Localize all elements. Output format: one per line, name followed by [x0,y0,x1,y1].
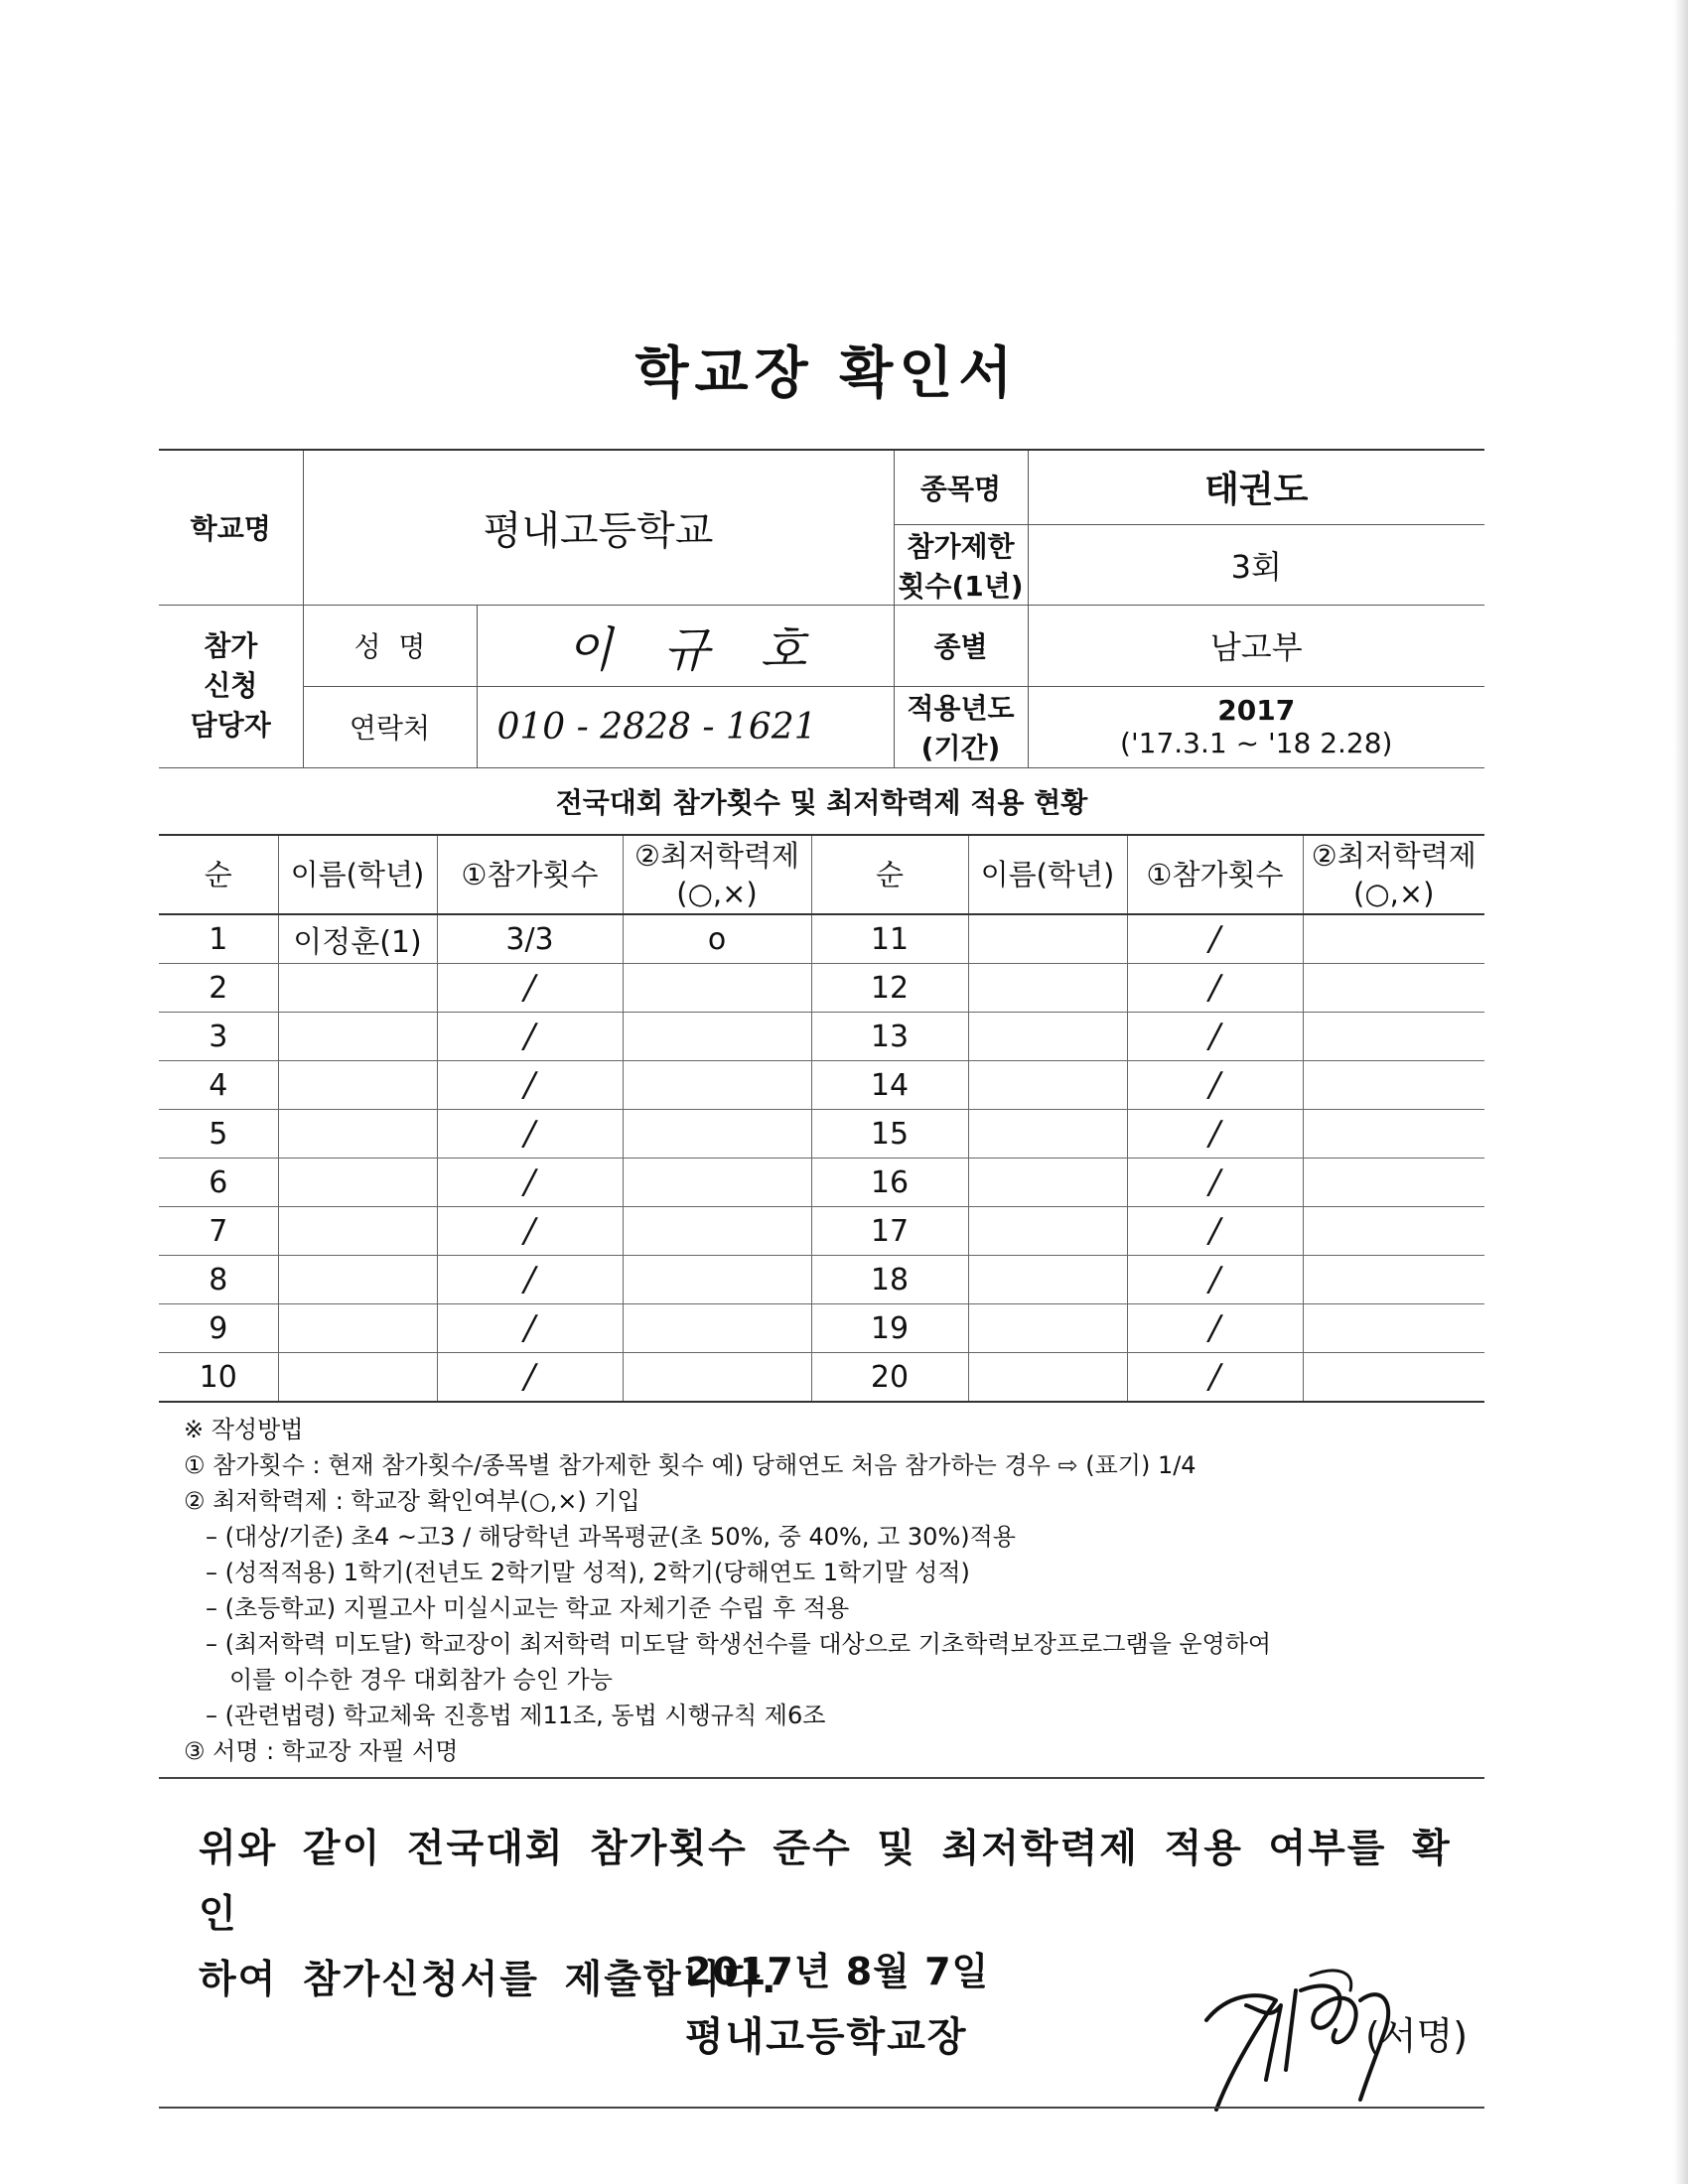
academic-check [623,964,811,1013]
header-name-2: 이름(학년) [968,835,1127,914]
participation-caption: 전국대회 참가횟수 및 최저학력제 적용 현황 [159,767,1484,835]
participation-count: / [437,1013,623,1061]
participant-name-2 [968,1256,1127,1304]
table-row [159,964,1484,1013]
confirmation-line-1: 위와 같이 전국대회 참가횟수 준수 및 최저학력제 적용 여부를 확인 [199,1827,1452,1937]
limit-label-line-1: 참가제한 [907,529,1015,563]
participant-name-2 [968,1110,1127,1159]
row-number: 10 [159,1353,278,1403]
division-value: 남고부 [1028,605,1484,686]
academic-check-2 [1303,1061,1484,1110]
participant-name-2 [968,1304,1127,1353]
year-label-line-1: 적용년도 [907,692,1015,725]
participation-count-2: / [1127,1159,1303,1207]
participation-count: / [437,1353,623,1403]
participant-name [278,1207,437,1256]
participant-name-2 [968,1353,1127,1403]
participant-name-2 [968,914,1127,964]
participant-name [278,1013,437,1061]
row-number: 2 [159,964,278,1013]
academic-check [623,1304,811,1353]
handwritten-contact: 010 - 2828 - 1621 [477,686,894,767]
limit-label-line-2: 횟수(1년) [898,569,1024,603]
writing-instructions [184,1412,1504,1769]
row-number: 4 [159,1061,278,1110]
header-no-2: 순 [811,835,968,914]
header-academic-line-1: ②최저학력제 [633,839,800,873]
participant-name: 이정훈(1) [278,914,437,964]
participation-table [159,834,1484,1403]
table-row [159,1207,1484,1256]
notes-heading: ※ 작성방법 [184,1416,304,1443]
participation-header-row [159,835,1484,914]
name-label: 성 명 [303,605,477,686]
table-row [159,1353,1484,1403]
row-number-2: 11 [811,914,968,964]
principal-name: 평내고등학교장 [685,2014,968,2060]
handwritten-name: 이 규 호 [477,605,894,686]
note-item: ① 참가횟수 : 현재 참가횟수/종목별 참가제한 횟수 예) 당해연도 처음 참가하는 경우 ⇨ (표기) 1/4 [184,1451,1196,1479]
table-row [159,1304,1484,1353]
note-item: – (대상/기준) 초4 ~고3 / 해당학년 과목평균(초 50%, 중 40%, 고 30%)적용 [206,1523,1016,1551]
participation-count-2: / [1127,914,1303,964]
table-row [159,1256,1484,1304]
table-row [159,1013,1484,1061]
header-academic [623,835,811,914]
header-count-2: ①참가횟수 [1127,835,1303,914]
row-number-2: 19 [811,1304,968,1353]
confirmation-line-2: 하여 참가신청서를 제출합니다. [199,1958,778,2002]
academic-check: o [623,914,811,964]
participant-name-2 [968,1061,1127,1110]
row-number-2: 16 [811,1159,968,1207]
academic-check-2 [1303,1013,1484,1061]
academic-check [623,1353,811,1403]
table-row [159,914,1484,964]
participant-name [278,1061,437,1110]
participant-name [278,964,437,1013]
participant-name-2 [968,964,1127,1013]
participation-count: 3/3 [437,914,623,964]
year-label [894,686,1028,767]
row-number-2: 14 [811,1061,968,1110]
academic-check [623,1110,811,1159]
academic-check [623,1207,811,1256]
row-number: 8 [159,1256,278,1304]
row-number-2: 15 [811,1110,968,1159]
sport-label: 종목명 [894,450,1028,524]
header-academic-2-line-2: (○,×) [1353,877,1435,910]
header-academic-line-2: (○,×) [676,877,758,910]
participant-name-2 [968,1013,1127,1061]
participation-count-2: / [1127,1256,1303,1304]
row-number: 3 [159,1013,278,1061]
section-divider [159,1777,1484,1779]
participant-name-2 [968,1207,1127,1256]
participation-count-2: / [1127,964,1303,1013]
row-number: 1 [159,914,278,964]
participation-count: / [437,1256,623,1304]
academic-check-2 [1303,1304,1484,1353]
academic-check-2 [1303,914,1484,964]
row-number-2: 17 [811,1207,968,1256]
header-academic-2-line-1: ②최저학력제 [1311,839,1477,873]
school-value: 평내고등학교 [303,450,894,605]
row-number: 9 [159,1304,278,1353]
bottom-divider [159,2107,1484,2109]
participation-count: / [437,964,623,1013]
limit-label [894,524,1028,605]
participation-count: / [437,1061,623,1110]
year-label-line-2: (기간) [920,732,1001,764]
page-edge [1674,0,1688,2184]
participation-rows [159,914,1484,1402]
row-number: 7 [159,1207,278,1256]
participation-count-2: / [1127,1013,1303,1061]
participant-name [278,1304,437,1353]
year-value [1028,686,1484,767]
applicant-label-line-3: 담당자 [190,709,271,742]
contact-label: 연락처 [303,686,477,767]
note-item: – (최저학력 미도달) 학교장이 최저학력 미도달 학생선수를 대상으로 기초학력보장프로그램을 운영하여 [206,1630,1272,1658]
table-row [159,1159,1484,1207]
applicant-label [159,605,303,767]
academic-check [623,1256,811,1304]
row-number-2: 12 [811,964,968,1013]
row-number-2: 20 [811,1353,968,1403]
table-row [159,1061,1484,1110]
principal-signature [1187,1961,1504,2119]
row-number-2: 18 [811,1256,968,1304]
note-item: ③ 서명 : 학교장 자필 서명 [184,1737,459,1765]
participant-name-2 [968,1159,1127,1207]
note-item: – (초등학교) 지필고사 미실시교는 학교 자체기준 수립 후 적용 [206,1594,850,1622]
participant-name [278,1159,437,1207]
participation-count-2: / [1127,1061,1303,1110]
participation-count: / [437,1110,623,1159]
applicant-label-line-2: 신청 [204,669,258,702]
academic-check-2 [1303,1159,1484,1207]
row-number-2: 13 [811,1013,968,1061]
header-name: 이름(학년) [278,835,437,914]
academic-check-2 [1303,1207,1484,1256]
academic-check-2 [1303,1110,1484,1159]
academic-check [623,1013,811,1061]
issue-date: 2017년 8월 7일 [685,1950,990,1993]
division-label: 종별 [894,605,1028,686]
academic-check [623,1159,811,1207]
note-item: ② 최저학력제 : 학교장 확인여부(○,×) 기입 [184,1487,640,1515]
participant-name [278,1353,437,1403]
participation-count: / [437,1159,623,1207]
academic-check-2 [1303,1353,1484,1403]
info-table [159,449,1484,836]
note-item: 이를 이수한 경우 대회참가 승인 가능 [229,1666,613,1694]
sign-label: (서명) [1365,2014,1469,2058]
row-number: 6 [159,1159,278,1207]
participation-count: / [437,1304,623,1353]
participation-count: / [437,1207,623,1256]
participation-count-2: / [1127,1304,1303,1353]
limit-value: 3회 [1028,524,1484,605]
participation-count-2: / [1127,1110,1303,1159]
school-label: 학교명 [159,450,303,605]
row-number: 5 [159,1110,278,1159]
participant-name [278,1256,437,1304]
applicant-label-line-1: 참가 [204,629,258,662]
document-title: 학교장 확인서 [634,341,1019,406]
note-item: – (관련법령) 학교체육 진흥법 제11조, 동법 시행규칙 제6조 [206,1702,826,1729]
academic-check [623,1061,811,1110]
year-number: 2017 [1217,694,1296,727]
year-period: ('17.3.1 ~ '18 2.28) [1120,727,1393,759]
academic-check-2 [1303,1256,1484,1304]
header-count: ①참가횟수 [437,835,623,914]
sport-value: 태권도 [1028,450,1484,524]
header-academic-2 [1303,835,1484,914]
note-item: – (성적적용) 1학기(전년도 2학기말 성적), 2학기(당해연도 1학기말 성적) [206,1559,970,1586]
header-no: 순 [159,835,278,914]
academic-check-2 [1303,964,1484,1013]
participation-count-2: / [1127,1207,1303,1256]
table-row [159,1110,1484,1159]
participation-count-2: / [1127,1353,1303,1403]
participant-name [278,1110,437,1159]
